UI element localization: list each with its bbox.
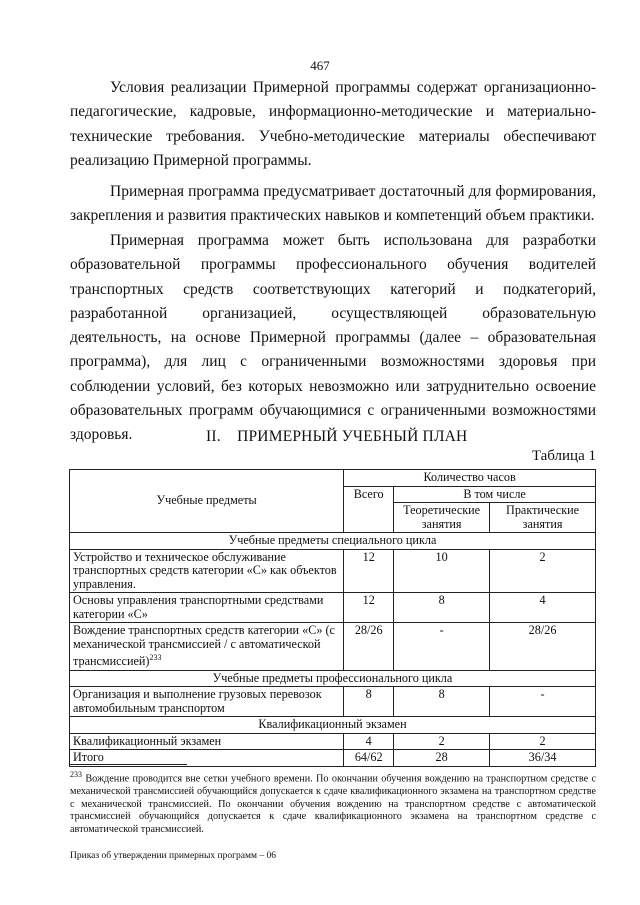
row-theory: 10	[394, 549, 490, 593]
table-header-row	[70, 470, 596, 487]
paragraph-text: Примерная программа предусматривает достаточный для формирования, закрепления и развития практических навыков и компетенций объем практики.	[70, 183, 596, 225]
footnote-number: 233	[70, 770, 82, 779]
row-theory: 2	[394, 733, 490, 750]
row-name: Вождение транспортных средств категории «С» (с механической трансмиссией / с автоматической трансмиссией)	[73, 623, 335, 669]
row-practice: 2	[490, 549, 596, 593]
row-total: 12	[344, 549, 394, 593]
row-practice: 2	[490, 733, 596, 750]
section-special: Учебные предметы специального цикла	[70, 533, 596, 550]
table-row	[70, 593, 596, 623]
row-theory: 8	[394, 687, 490, 717]
row-practice: 28/26	[490, 623, 596, 671]
table-row	[70, 623, 596, 671]
footnote-text: Вождение проводится вне сетки учебного времени. По окончании обучения вождению на транспортном средстве с механической трансмиссией обучающийся допускается к сдаче квалификационного экзамена на транспортном средстве с механической трансмиссией. По окончании обучения вождению на транспортном средстве с автоматической трансмиссией обучающийся допускается к сдаче квалификационного экзамена на транспортном средстве с автоматической трансмиссией.	[70, 773, 596, 835]
row-theory: 8	[394, 593, 490, 623]
row-total: 4	[344, 733, 394, 750]
table-section-row	[70, 670, 596, 687]
row-name: Организация и выполнение грузовых перевозок автомобильным транспортом	[70, 687, 344, 717]
row-total: 8	[344, 687, 394, 717]
row-practice: 36/34	[490, 750, 596, 767]
footnote	[70, 769, 596, 836]
row-name: Устройство и техническое обслуживание транспортных средств категории «С» как объектов управления.	[70, 549, 344, 593]
paragraph-text: Примерная программа может быть использована для разработки образовательной программы профессионального обучения водителей транспортных средств соответствующих категорий и подкатегорий, разработанной организацией, осуществляющей образовательную деятельность, на основе Примерной программы (далее – образовательная программа), для лиц с ограниченными возможностями здоровья при соблюдении условий, без которых невозможно или затруднительно освоение образовательных программ обучающимися с ограниченными возможностями здоровья.	[70, 232, 596, 444]
header-subjects: Учебные предметы	[70, 470, 344, 533]
table-caption: Таблица 1	[531, 448, 596, 464]
row-name: Основы управления транспортными средствами категории «С»	[70, 593, 344, 623]
table-row	[70, 687, 596, 717]
footnote-ref: 233	[149, 653, 162, 662]
table-section-row	[70, 717, 596, 734]
table-row	[70, 549, 596, 593]
page-number: 467	[310, 58, 330, 73]
header-practice: Практические занятия	[490, 503, 596, 533]
row-practice: 4	[490, 593, 596, 623]
table-row	[70, 733, 596, 750]
paragraph-3	[70, 229, 596, 448]
row-total: 12	[344, 593, 394, 623]
header-total: Всего	[344, 486, 394, 533]
row-total: 28/26	[344, 623, 394, 671]
curriculum-table	[69, 469, 596, 767]
page-footer: Приказ об утверждении примерных программ – 06	[70, 851, 276, 861]
row-theory: 28	[394, 750, 490, 767]
section-professional: Учебные предметы профессионального цикла	[70, 670, 596, 687]
row-total: 64/62	[344, 750, 394, 767]
row-name: Квалификационный экзамен	[70, 733, 344, 750]
section-exam: Квалификационный экзамен	[70, 717, 596, 734]
header-including: В том числе	[394, 486, 596, 503]
paragraph-2	[70, 180, 596, 229]
footnote-divider	[70, 764, 187, 765]
row-name-cell	[70, 623, 344, 671]
header-theory: Теоретические занятия	[394, 503, 490, 533]
paragraph-1	[70, 76, 596, 173]
row-theory: -	[394, 623, 490, 671]
paragraph-text: Условия реализации Примерной программы содержат организационно-педагогические, кадровые, информационно-методические и материально-технические требования. Учебно-методические материалы обеспечивают реализацию Примерной программы.	[70, 79, 596, 169]
table-section-row	[70, 533, 596, 550]
section-title: II. ПРИМЕРНЫЙ УЧЕБНЫЙ ПЛАН	[206, 428, 468, 445]
header-hours: Количество часов	[344, 470, 596, 487]
row-practice: -	[490, 687, 596, 717]
row-name: Итого	[70, 750, 344, 767]
